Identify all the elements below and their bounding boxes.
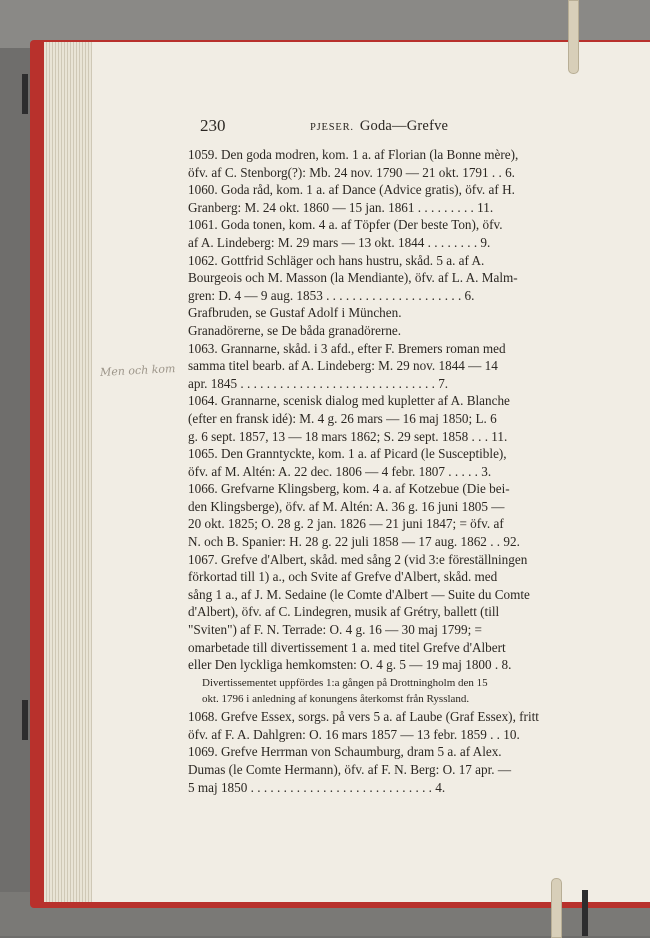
cross-reference-line: Granadörerne, se De båda granadörerne.	[188, 322, 402, 338]
page-edges	[44, 42, 94, 902]
running-head-title: Goda—Grefve	[359, 118, 449, 134]
text-line: sång 1 a., af J. M. Sedaine (le Comte d'Albert — Suite du Comte	[188, 586, 530, 602]
text-line: öfv. af F. A. Dahlgren: O. 16 mars 1857 — 13 febr. 1859 . . 10.	[188, 726, 520, 742]
text-line: 1063. Grannarne, skåd. i 3 afd., efter F. Bremers roman med	[188, 340, 506, 356]
bookmark-ribbon-top	[568, 0, 579, 74]
footnote-line: okt. 1796 i anledning af konungens återkomst från Ryssland.	[202, 693, 470, 706]
page-clip-top	[22, 74, 28, 114]
text-line: 1068. Grefve Essex, sorgs. på vers 5 a. af Laube (Graf Essex), fritt	[188, 709, 539, 725]
text-line: 1067. Grefve d'Albert, skåd. med sång 2 (vid 3:e föreställningen	[188, 551, 528, 567]
text-line: 1060. Goda råd, kom. 1 a. af Dance (Advice gratis), öfv. af H.	[188, 182, 515, 198]
text-line: 1061. Goda tonen, kom. 4 a. af Töpfer (Der beste Ton), öfv.	[188, 217, 503, 233]
running-head-section: PJESER.	[310, 122, 354, 133]
text-line: 1065. Den Granntyckte, kom. 1 a. af Picard (le Susceptible),	[188, 446, 507, 462]
text-line: Dumas (le Comte Hermann), öfv. af F. N. Berg: O. 17 apr. —	[188, 762, 512, 777]
page-body	[188, 146, 584, 796]
text-line: öfv. af M. Altén: A. 22 dec. 1806 — 4 febr. 1807 . . . . . 3.	[188, 463, 492, 479]
bookmark-ribbon-bottom	[551, 878, 562, 938]
page-clip-bottom	[582, 890, 588, 936]
text-line: N. och B. Spanier: H. 28 g. 22 juli 1858 — 17 aug. 1862 . . 92.	[188, 534, 520, 550]
page-clip-middle	[22, 700, 28, 740]
text-line: gren: D. 4 — 9 aug. 1853 . . . . . . . . . . . . . . . . . . . . . 6.	[188, 287, 475, 303]
text-line: 1062. Gottfrid Schläger och hans hustru, skåd. 5 a. af A.	[188, 252, 485, 268]
page-number: 230	[200, 116, 226, 135]
text-line: öfv. af C. Stenborg(?): Mb. 24 nov. 1790 — 21 okt. 1791 . . 6.	[188, 164, 515, 180]
text-line: 5 maj 1850 . . . . . . . . . . . . . . . . . . . . . . . . . . . . 4.	[188, 779, 446, 795]
footnote-line: Divertissementet uppfördes 1:a gången på Drottningholm den 15	[202, 676, 488, 689]
text-line: samma titel bearb. af A. Lindeberg: M. 29 nov. 1844 — 14	[188, 358, 498, 374]
text-line: 1064. Grannarne, scenisk dialog med kupletter af A. Blanche	[188, 393, 510, 409]
cross-reference-line: Grafbruden, se Gustaf Adolf i München.	[188, 305, 402, 321]
page-header	[200, 116, 620, 140]
text-line: eller Den lyckliga hemkomsten: O. 4 g. 5 — 19 maj 1800 . 8.	[188, 657, 512, 673]
text-line: (efter en fransk idé): M. 4 g. 26 mars — 16 maj 1850; L. 6	[188, 410, 497, 426]
text-line: af A. Lindeberg: M. 29 mars — 13 okt. 1844 . . . . . . . . 9.	[188, 234, 491, 250]
text-line: omarbetade till divertissement 1 a. med titel Grefve d'Albert	[188, 639, 506, 655]
text-line: Granberg: M. 24 okt. 1860 — 15 jan. 1861 . . . . . . . . . 11.	[188, 199, 494, 215]
text-line: 1069. Grefve Herrman von Schaumburg, dram 5 a. af Alex.	[188, 744, 502, 760]
text-line: "Sviten") af F. N. Terrade: O. 4 g. 16 — 30 maj 1799; =	[188, 622, 482, 638]
text-line: Bourgeois och M. Masson (la Mendiante), öfv. af L. A. Malm-	[188, 270, 518, 286]
text-line: d'Albert), öfv. af C. Lindegren, musik af Grétry, ballett (till	[188, 604, 500, 620]
running-head	[310, 118, 448, 135]
text-line: apr. 1845 . . . . . . . . . . . . . . . . . . . . . . . . . . . . . . 7.	[188, 375, 449, 391]
text-line: 1066. Grefvarne Klingsberg, kom. 4 a. af Kotzebue (Die bei-	[188, 481, 510, 497]
text-line: g. 6 sept. 1857, 13 — 18 mars 1862; S. 29 sept. 1858 . . . 11.	[188, 428, 508, 444]
text-line: den Klingsberge), öfv. af M. Altén: A. 36 g. 16 juni 1805 —	[188, 498, 505, 514]
text-line: 20 okt. 1825; O. 28 g. 2 jan. 1826 — 21 juni 1847; = öfv. af	[188, 516, 504, 532]
text-line: förkortad till 1) a., och Svite af Grefve d'Albert, skåd. med	[188, 569, 498, 585]
text-line: 1059. Den goda modren, kom. 1 a. af Florian (la Bonne mère),	[188, 147, 519, 162]
handwritten-margin-note: Men och kom	[99, 362, 176, 379]
